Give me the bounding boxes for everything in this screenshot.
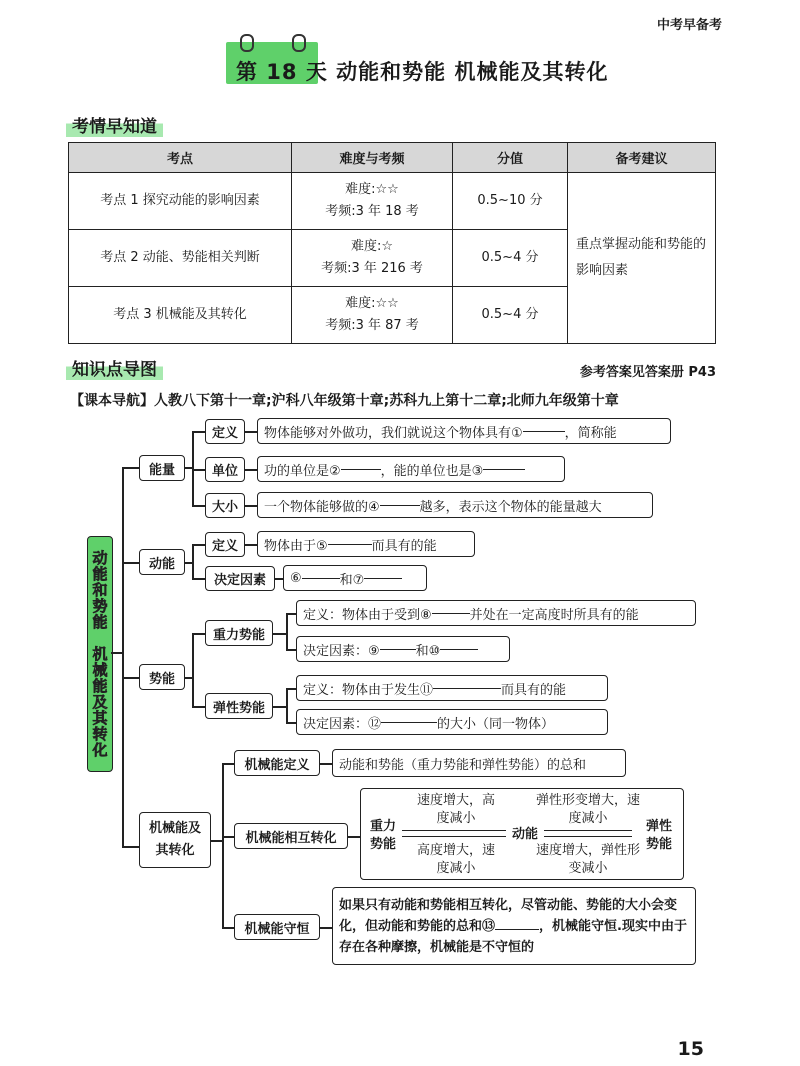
difficulty-cell — [292, 287, 453, 344]
node-kinetic: 动能 — [139, 549, 185, 575]
text: 物体由于⑤ — [264, 538, 328, 554]
connector — [245, 431, 257, 433]
map-root: 动能和势能 机械能及其转化 — [87, 536, 113, 772]
gravitational-label: 重力势能 — [205, 620, 273, 646]
grav-factor-text — [296, 636, 510, 662]
text: 的大小（同一物体） — [437, 716, 555, 732]
arrow-right — [544, 830, 632, 831]
connector — [192, 706, 205, 708]
text: 物体能够对外做功，我们就说这个物体具有① — [264, 425, 523, 441]
exam-point: 考点 2 动能、势能相关判断 — [69, 230, 292, 287]
transition-kinetic-to-gp: 高度增大，速度减小 — [416, 843, 495, 876]
text: ，简称能 — [564, 425, 617, 441]
arrow-right — [402, 830, 506, 831]
connector — [222, 927, 234, 929]
page-title: 第 18 天 动能和势能 机械能及其转化 — [236, 60, 609, 84]
answer-reference: 参考答案见答案册 P43 — [579, 365, 716, 380]
frequency: 考频:3 年 18 考 — [325, 204, 419, 219]
connector — [122, 467, 139, 469]
energy-size-label: 大小 — [205, 493, 245, 518]
connector — [286, 688, 296, 690]
energy-def-text — [257, 418, 671, 444]
node-potential: 势能 — [139, 664, 185, 690]
connector — [192, 633, 205, 635]
arrow-left — [544, 836, 632, 837]
connector — [245, 469, 257, 471]
kinetic-factor-label: 决定因素 — [205, 566, 275, 591]
connector — [273, 633, 287, 635]
answer-blank — [364, 578, 402, 579]
energy-unit-label: 单位 — [205, 457, 245, 482]
mech-conv-label: 机械能相互转化 — [234, 823, 348, 849]
answer-blank — [380, 649, 416, 650]
table-header: 考点 — [69, 143, 292, 173]
connector — [122, 677, 139, 679]
connector — [192, 544, 205, 546]
connector — [348, 836, 360, 838]
connector — [192, 505, 205, 507]
text: ，能的单位也是③ — [380, 463, 484, 479]
transition-gp-to-kinetic: 速度增大，高度减小 — [416, 793, 495, 826]
energy-size-text — [257, 492, 653, 518]
connector — [192, 469, 205, 471]
answer-blank — [483, 469, 525, 470]
connector — [320, 927, 332, 929]
kinetic-factor-text — [283, 565, 427, 591]
text: 而具有的能 — [371, 538, 437, 554]
connector — [320, 763, 332, 765]
answer-blank — [381, 722, 437, 723]
text: 一个物体能够做的④ — [264, 499, 380, 515]
section-title-knowledge-map: 知识点导图 — [66, 355, 163, 380]
transition-kinetic-to-elastic: 弹性形变增大，速度减小 — [535, 793, 640, 826]
score: 0.5~4 分 — [453, 287, 568, 344]
corner-label: 中考早备考 — [656, 18, 722, 33]
text: 和⑦ — [339, 572, 365, 588]
grav-def-text — [296, 600, 696, 626]
text: 并处在一定高度时所具有的能 — [469, 607, 639, 623]
frequency: 考频:3 年 87 考 — [325, 318, 419, 333]
text: 定义：物体由于受到⑧ — [303, 607, 432, 623]
connector — [286, 613, 288, 650]
gravitational-potential-node: 重力势能 — [369, 819, 396, 852]
answer-blank — [302, 578, 340, 579]
connector — [286, 722, 296, 724]
text: 越多，表示这个物体的能量越大 — [419, 499, 602, 515]
difficulty-cell — [292, 173, 453, 230]
connector — [286, 688, 288, 723]
kinetic-node: 动能 — [511, 827, 538, 842]
text: 和⑩ — [415, 643, 441, 659]
connector — [122, 562, 139, 564]
elas-factor-text — [296, 709, 608, 735]
connector — [192, 431, 205, 433]
answer-blank — [328, 544, 372, 545]
node-energy: 能量 — [139, 455, 185, 481]
score: 0.5~10 分 — [453, 173, 568, 230]
elastic-label: 弹性势能 — [205, 693, 273, 719]
connector — [286, 613, 296, 615]
kinetic-def-label: 定义 — [205, 532, 245, 557]
answer-blank — [433, 688, 501, 689]
connector — [222, 763, 234, 765]
mech-def-label: 机械能定义 — [234, 750, 320, 776]
connector — [192, 633, 194, 707]
text: 如果只有动能和势能相互转化，尽管动能、势能的大小会变化，但动能和势能的总和⑬ — [339, 897, 678, 934]
energy-def-label: 定义 — [205, 419, 245, 444]
difficulty-cell — [292, 230, 453, 287]
binder-ring-icon — [240, 34, 254, 52]
exam-point: 考点 3 机械能及其转化 — [69, 287, 292, 344]
energy-unit-text — [257, 456, 565, 482]
connector — [222, 836, 234, 838]
transition-elastic-to-kinetic: 速度增大，弹性形变减小 — [535, 843, 640, 876]
connector — [245, 544, 257, 546]
answer-blank — [523, 431, 565, 432]
text: 定义：物体由于发生⑪ — [303, 682, 434, 698]
connector — [192, 544, 194, 579]
answer-blank — [440, 649, 478, 650]
text: 而具有的能 — [501, 682, 567, 698]
exam-info-table — [68, 142, 716, 344]
connector — [245, 505, 257, 507]
score: 0.5~4 分 — [453, 230, 568, 287]
mech-cons-label: 机械能守恒 — [234, 914, 320, 940]
page-number: 15 — [677, 1038, 704, 1060]
node-mechanical: 机械能及其转化 — [139, 812, 211, 868]
frequency: 考频:3 年 216 考 — [321, 261, 423, 276]
connector — [222, 763, 224, 928]
connector — [275, 578, 283, 580]
difficulty: 难度:☆☆ — [345, 296, 399, 311]
difficulty: 难度:☆ — [350, 239, 394, 254]
text: ，机械能守恒.现实中由于存在各种摩擦，机械能是不守恒的 — [339, 918, 687, 955]
answer-blank — [341, 469, 381, 470]
table-row — [69, 173, 716, 230]
answer-blank — [432, 613, 470, 614]
connector — [192, 578, 205, 580]
arrow-left — [402, 836, 506, 837]
connector — [122, 846, 139, 848]
mech-def-text: 动能和势能（重力势能和弹性势能）的总和 — [332, 749, 626, 777]
section-title-exam-info: 考情早知道 — [66, 112, 163, 137]
text: 决定因素：⑫ — [303, 716, 382, 732]
answer-blank — [495, 929, 539, 930]
advice: 重点掌握动能和势能的影响因素 — [568, 173, 716, 344]
table-header: 分值 — [453, 143, 568, 173]
answer-blank — [380, 505, 420, 506]
kinetic-def-text — [257, 531, 475, 557]
table-header: 难度与考频 — [292, 143, 453, 173]
elastic-potential-node: 弹性势能 — [645, 819, 672, 852]
text: 决定因素：⑨ — [303, 643, 380, 659]
difficulty: 难度:☆☆ — [345, 182, 399, 197]
mech-cons-text — [332, 887, 696, 965]
binder-ring-icon — [292, 34, 306, 52]
text: 功的单位是② — [264, 463, 341, 479]
exam-point: 考点 1 探究动能的影响因素 — [69, 173, 292, 230]
connector — [273, 706, 287, 708]
connector — [122, 467, 124, 847]
table-header: 备考建议 — [568, 143, 716, 173]
elas-def-text — [296, 675, 608, 701]
connector — [286, 649, 296, 651]
text: ⑥ — [290, 570, 302, 586]
textbook-nav: 【课本导航】人教八下第十一章;沪科八年级第十章;苏科九上第十二章;北师九年级第十章 — [70, 393, 619, 409]
